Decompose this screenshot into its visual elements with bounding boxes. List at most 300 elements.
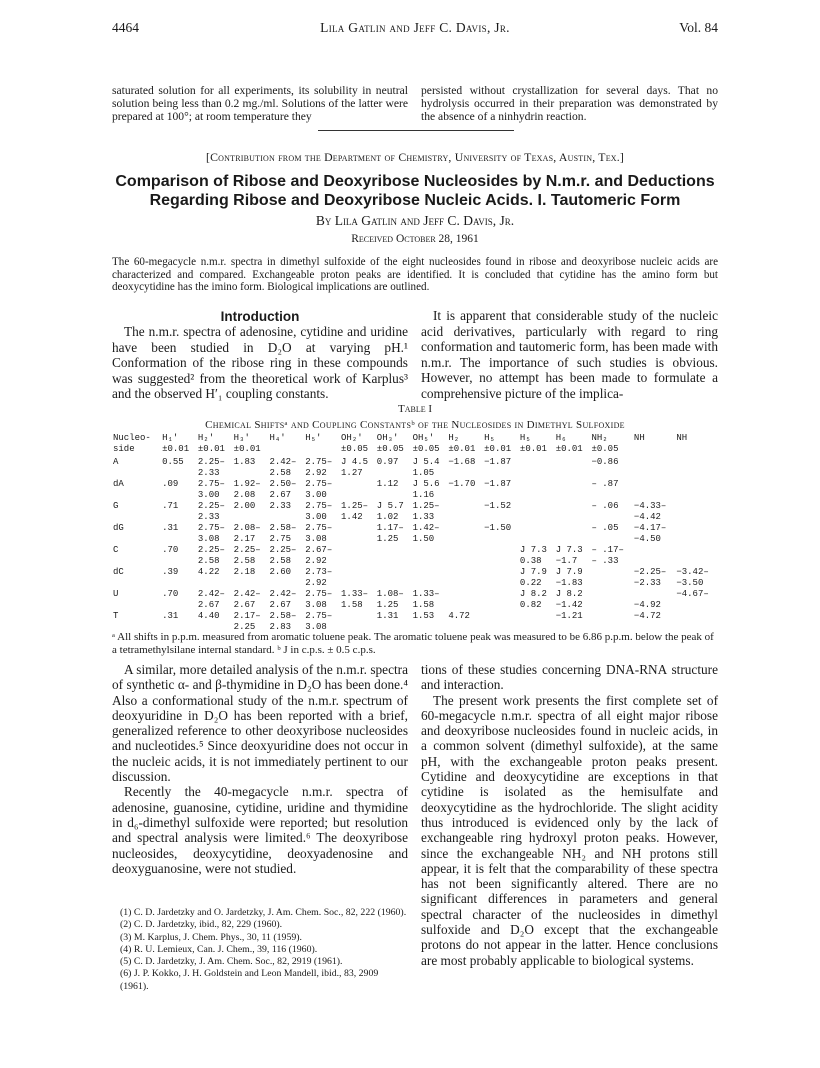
table-cell: 4.72 — [448, 611, 470, 621]
table-cell — [555, 490, 591, 501]
table-cell — [112, 490, 161, 501]
table-cell: 1.25– — [412, 501, 440, 511]
table-cell: 2.25– — [197, 545, 225, 555]
table-cell: 2.67 — [269, 600, 292, 610]
table-cell: 2.60 — [269, 567, 292, 577]
carryover-text-right: persisted without crystallization for several days. That no hydrolysis occurred in their preparation was demonstrated by the absence of a ninhydrin reaction. — [421, 84, 718, 123]
table-cell: 1.58 — [341, 600, 363, 610]
table-cell: −1.52 — [484, 501, 512, 511]
page-number: 4464 — [112, 20, 139, 35]
table-cell: 2.00 — [233, 501, 256, 511]
table-row — [112, 556, 718, 567]
table-cell: 1.25 — [376, 600, 399, 610]
table-cell: 2.25– — [269, 545, 297, 555]
table-cell: −2.25– — [633, 567, 667, 577]
table-cell — [340, 479, 376, 490]
table-cell — [447, 534, 483, 545]
table-cell: J 7.3 — [555, 545, 583, 555]
table-cell: .31 — [162, 523, 179, 533]
table-cell: 2.33 — [269, 501, 292, 511]
byline: By Lila Gatlin and Jeff C. Davis, Jr. — [315, 213, 515, 228]
reference-item: (5) C. D. Jardetzky, J. Am. Chem. Soc., 82, 2919 (1961). — [120, 956, 343, 968]
table-cell: 2.17 — [233, 534, 256, 544]
table-cell: −3.42– — [676, 567, 709, 577]
reference-item: (3) M. Karplus, J. Chem. Phys., 30, 11 (1959). — [120, 931, 302, 943]
body-column-right — [421, 662, 718, 968]
table-cell: .09 — [162, 479, 179, 489]
table-column-precision: ±0.01 — [519, 444, 547, 454]
section-divider — [318, 130, 514, 131]
table-cell — [590, 589, 632, 600]
table-cell — [161, 534, 197, 545]
table-cell — [447, 501, 483, 512]
table-cell: 1.33 — [412, 512, 435, 522]
reference-item: (4) R. U. Lemieux, Can. J. Chem., 39, 116 (1960). — [120, 943, 318, 955]
table-cell: 3.08 — [305, 534, 327, 544]
table-cell: 1.42– — [412, 523, 440, 533]
table-cell — [633, 479, 675, 490]
table-cell: 2.08– — [233, 523, 261, 533]
table-cell: 2.75– — [305, 457, 333, 467]
table-cell: 2.92 — [305, 468, 327, 478]
table-column-precision — [633, 444, 675, 455]
table-cell — [340, 556, 376, 567]
carryover-text-left: saturated solution for all experiments, its solubility in neutral solution being less than 0.2 mg./ml. Solutions of the latter were prepared at 100°; at room temperature they — [112, 84, 408, 123]
table-cell: 2.67 — [269, 490, 292, 500]
table-cell — [233, 512, 269, 523]
table-column-precision: ±0.01 — [448, 444, 476, 454]
table-cell: 1.25– — [341, 501, 369, 511]
table-cell — [412, 567, 448, 578]
intro-text-left: The n.m.r. spectra of adenosine, cytidine and uridine have been studied in D₂O at varying pH.¹ Conformation of the ribose ring in these compounds was suggested² from the theoretical work of Karplus³ and the observed H′₁ coupling constants. — [112, 324, 408, 401]
table-cell — [483, 578, 519, 589]
chemical-shift-table — [112, 432, 718, 633]
table-cell: 2.42– — [269, 589, 297, 599]
table-cell — [675, 490, 718, 501]
table-cell: – .05 — [591, 523, 619, 533]
table-cell: 0.82 — [519, 600, 542, 610]
table-cell — [483, 534, 519, 545]
table-cell: −1.42 — [555, 600, 583, 610]
table-cell: −4.72 — [633, 611, 661, 621]
table-row — [112, 567, 718, 578]
table-cell: 2.33 — [197, 512, 220, 522]
table-cell — [161, 556, 197, 567]
table-cell — [555, 479, 591, 490]
table-cell — [675, 534, 718, 545]
table-cell — [519, 468, 555, 479]
table-cell: 1.83 — [233, 457, 256, 467]
table-row — [112, 501, 718, 512]
table-cell — [519, 523, 555, 534]
table-cell: −3.50 — [676, 578, 704, 588]
table-cell: 1.02 — [376, 512, 399, 522]
table-cell — [447, 512, 483, 523]
table-cell — [675, 556, 718, 567]
table-cell — [112, 556, 161, 567]
table-column-precision: ±0.01 — [555, 444, 583, 454]
table-cell — [483, 545, 519, 556]
table-cell: 2.58 — [269, 556, 292, 566]
table-cell — [447, 545, 483, 556]
table-cell — [590, 567, 632, 578]
table-cell: 1.31 — [376, 611, 399, 621]
table-cell: 1.33– — [341, 589, 369, 599]
table-cell: 2.18 — [233, 567, 256, 577]
table-cell — [268, 578, 304, 589]
table-cell — [483, 490, 519, 501]
table-cell: 2.08 — [233, 490, 256, 500]
table-cell: J 8.2 — [519, 589, 547, 599]
table-column-header: H₂ — [448, 433, 460, 443]
table-cell: −1.68 — [448, 457, 476, 467]
table-cell — [519, 501, 555, 512]
table-cell: 2.42– — [233, 589, 261, 599]
table-cell — [590, 534, 632, 545]
table-cell — [555, 501, 591, 512]
table-cell — [161, 512, 197, 523]
table-column-precision: ±0.05 — [412, 444, 440, 454]
table-cell — [675, 611, 718, 622]
table-column-header: H₂′ — [197, 433, 215, 443]
table-cell — [675, 479, 718, 490]
table-header-row-precision — [112, 444, 718, 455]
table-footnote: ᵃ All shifts in p.p.m. measured from aromatic toluene peak. The aromatic toluene peak was measured to be 6.86 p.p.m. below the peak of a tetramethylsilane internal standard. ᵇ J in c.p.s. ± 0.5 c.p.s. — [112, 631, 714, 656]
table-cell — [447, 589, 483, 600]
table-column-precision — [304, 444, 340, 455]
table-cell: 2.58 — [233, 556, 256, 566]
table-cell: 2.58– — [269, 523, 297, 533]
table-cell: 2.75– — [305, 611, 333, 621]
table-cell — [412, 556, 448, 567]
table-cell — [555, 455, 591, 468]
table-cell — [161, 578, 197, 589]
table-cell — [590, 578, 632, 589]
table-cell: 2.17– — [233, 611, 261, 621]
table-column-precision: ±0.01 — [233, 444, 261, 454]
references-list — [112, 907, 408, 993]
table-cell: 1.33– — [412, 589, 440, 599]
table-cell: 1.42 — [341, 512, 363, 522]
table-cell: 2.83 — [269, 622, 292, 632]
table-cell: −4.17– — [633, 523, 667, 533]
table-cell: 2.75– — [305, 479, 333, 489]
table-cell: 2.58– — [269, 611, 297, 621]
table-cell — [412, 578, 448, 589]
table-cell: 2.75– — [305, 589, 333, 599]
table-cell — [555, 523, 591, 534]
table-cell — [633, 589, 675, 600]
reference-item: (2) C. D. Jardetzky, ibid., 82, 229 (1960). — [120, 919, 283, 931]
table-cell — [340, 523, 376, 534]
table-column-precision: ±0.01 — [162, 444, 190, 454]
table-cell: 2.58 — [197, 556, 220, 566]
table-cell: J 5.7 — [376, 501, 404, 511]
table-caption: Chemical Shiftsᵃ and Coupling Constantsᵇ of the Nucleosides in Dimethyl Sulfoxide — [205, 419, 625, 431]
table-cell: 2.92 — [305, 556, 327, 566]
table-column-header: H₃′ — [233, 433, 250, 443]
table-row — [112, 589, 718, 600]
table-cell: −4.33– — [633, 501, 667, 511]
table-cell: .70 — [162, 545, 179, 555]
table-header-row — [112, 432, 718, 444]
table-cell — [112, 512, 161, 523]
table-cell: – .87 — [591, 479, 619, 489]
table-column-precision: ±0.01 — [484, 444, 512, 454]
table-cell — [376, 545, 412, 556]
table-cell — [340, 567, 376, 578]
table-cell — [340, 611, 376, 622]
table-cell: 2.67 — [233, 600, 256, 610]
table-cell — [447, 468, 483, 479]
table-cell: 3.00 — [305, 512, 327, 522]
table-cell: 1.25 — [376, 534, 399, 544]
table-cell: 2.73– — [305, 567, 333, 577]
table-cell — [519, 479, 555, 490]
contribution-line: [Contribution from the Department of Chemistry, University of Texas, Austin, Tex.] — [205, 150, 625, 164]
table-cell — [633, 556, 675, 567]
table-cell: 0.55 — [162, 457, 184, 467]
table-cell: −1.50 — [484, 523, 512, 533]
table-cell: 3.00 — [305, 490, 327, 500]
table-cell — [555, 534, 591, 545]
table-cell — [483, 567, 519, 578]
section-heading-introduction: Introduction — [220, 309, 300, 324]
table-cell: 1.58 — [412, 600, 435, 610]
abstract: The 60-megacycle n.m.r. spectra in dimethyl sulfoxide of the eight nucleosides found in ribose and deoxyribose nucleic acids are characterized and compared. Exchangeable proton peaks are identified. It is concluded that cytidine has the amino form but deoxycytidine has the imino form. Biological implications are outlined. — [112, 256, 718, 294]
table-column-header: H₅ — [519, 433, 531, 443]
table-cell — [519, 512, 555, 523]
table-column-header: OH₃′ — [376, 433, 399, 443]
table-cell: U — [113, 589, 119, 599]
table-cell: J 8.2 — [555, 589, 583, 599]
table-cell — [340, 545, 376, 556]
table-cell — [590, 600, 632, 611]
table-cell: J 5.4 — [412, 457, 440, 467]
table-cell — [412, 545, 448, 556]
body-column-left — [112, 662, 408, 876]
table-cell: dC — [113, 567, 124, 577]
table-cell: 0.97 — [376, 457, 399, 467]
table-column-precision — [675, 444, 718, 455]
table-cell: .70 — [162, 589, 179, 599]
table-cell: J 4.5 — [341, 457, 369, 467]
table-row — [112, 468, 718, 479]
table-cell — [233, 468, 269, 479]
table-cell: J 7.3 — [519, 545, 547, 555]
table-cell — [675, 455, 718, 468]
table-row — [112, 523, 718, 534]
table-cell: 2.42– — [197, 589, 225, 599]
table-cell — [376, 567, 412, 578]
table-cell: 1.12 — [376, 479, 399, 489]
article-title: Comparison of Ribose and Deoxyribose Nucleosides by N.m.r. and Deductions Regarding Ribose and Deoxyribose Nucleic Acids. I. Tautomeric Form — [115, 173, 715, 209]
table-row — [112, 600, 718, 611]
table-cell: 2.42– — [269, 457, 297, 467]
volume-label: Vol. 84 — [679, 20, 718, 35]
table-cell: T — [113, 611, 119, 621]
table-cell — [483, 589, 519, 600]
table-cell — [633, 455, 675, 468]
table-column-precision: ±0.05 — [376, 444, 404, 454]
table-cell — [447, 578, 483, 589]
table-cell — [112, 578, 161, 589]
table-row — [112, 512, 718, 523]
table-cell — [519, 455, 555, 468]
table-cell: −1.87 — [484, 457, 512, 467]
table-cell: 1.27 — [341, 468, 363, 478]
table-cell: 0.38 — [519, 556, 542, 566]
body-paragraph: The present work presents the first complete set of 60-megacycle n.m.r. spectra of all eight major ribose and deoxyribose nucleosides found in nucleic acids, in a common solvent (dimethyl sulfoxide), at the same pH, with the exchangeable proton peaks present. Cytidine and deoxycytidine are exceptions in that cytidine is isolated as the hemisulfate and deoxycytidine as the hydrochloride. The slight acidity thus introduced is evidenced only by the lack of exchangeable ring hydroxyl proton peaks. However, since the exchangeable NH₂ and NH protons still appear, it is felt that the comparability of these spectra has not been significantly altered. There are no significant differences in parameters and general spectral character of the nucleosides in dimethyl sulfoxide and D₂O except that the exchangeable protons do not appear in the latter. Hence conclusions are most probably applicable to biological systems. — [421, 692, 718, 968]
table-cell — [675, 523, 718, 534]
reference-item: (1) C. D. Jardetzky and O. Jardetzky, J. Am. Chem. Soc., 82, 222 (1960). — [120, 907, 407, 918]
table-cell: 3.08 — [305, 622, 327, 632]
table-cell: 1.92– — [233, 479, 261, 489]
body-paragraph: Recently the 40-megacycle n.m.r. spectra of adenosine, guanosine, cytidine, uridine and thymidine in d₆-dimethyl sulfoxide were reported; but resolution and spectral analysis were limited.⁶ The deoxyribose nucleosides, deoxycytidine, deoxyadenosine and deoxyguanosine, were not studied. — [112, 784, 408, 876]
table-cell: 2.75– — [197, 479, 225, 489]
table-cell — [675, 512, 718, 523]
table-column-header: Nucleo- — [113, 433, 151, 443]
table-column-precision: ±0.05 — [341, 444, 369, 454]
table-cell — [447, 567, 483, 578]
table-cell: −4.92 — [633, 600, 661, 610]
table-row — [112, 479, 718, 490]
table-cell: −1.70 — [448, 479, 476, 489]
table-cell — [675, 468, 718, 479]
table-cell: 3.08 — [305, 600, 327, 610]
table-cell: J 7.9 — [519, 567, 547, 577]
table-cell: .71 — [162, 501, 179, 511]
table-cell: 1.17– — [376, 523, 404, 533]
body-paragraph: tions of these studies concerning DNA-RNA structure and interaction. — [421, 662, 718, 693]
table-column-header: H₆ — [555, 433, 567, 443]
table-cell: dG — [113, 523, 124, 533]
table-cell: 3.08 — [197, 534, 220, 544]
table-cell — [675, 501, 718, 512]
table-cell: – .33 — [591, 556, 619, 566]
table-cell — [112, 468, 161, 479]
table-cell — [447, 523, 483, 534]
table-cell — [519, 490, 555, 501]
table-cell: −4.42 — [633, 512, 661, 522]
table-cell — [112, 600, 161, 611]
table-cell — [483, 512, 519, 523]
received-date: Received October 28, 1961 — [351, 233, 479, 245]
table-cell: dA — [113, 479, 124, 489]
table-cell: – .17– — [591, 545, 624, 555]
table-column-precision: ±0.01 — [197, 444, 225, 454]
table-cell: J 7.9 — [555, 567, 583, 577]
table-cell: 2.33 — [197, 468, 220, 478]
table-cell — [340, 534, 376, 545]
table-cell — [633, 468, 675, 479]
table-cell: −1.21 — [555, 611, 583, 621]
table-cell — [161, 600, 197, 611]
table-cell: −0.86 — [591, 457, 619, 467]
table-cell: −4.50 — [633, 534, 661, 544]
table-cell: −1.83 — [555, 578, 583, 588]
table-cell — [161, 490, 197, 501]
table-cell: −1.87 — [484, 479, 512, 489]
reference-item: (6) J. P. Kokko, J. H. Goldstein and Leon Mandell, ibid., 83, 2909 (1961). — [120, 968, 379, 992]
table-cell: 2.92 — [305, 578, 327, 588]
table-cell — [675, 545, 718, 556]
table-cell — [376, 578, 412, 589]
table-cell: .39 — [162, 567, 179, 577]
table-cell — [519, 611, 555, 622]
table-cell — [161, 468, 197, 479]
table-cell: 2.75– — [305, 501, 333, 511]
table-cell: 2.75– — [305, 523, 333, 533]
intro-text-right: It is apparent that considerable study of the nucleic acid derivatives, particularly with regard to ring conformation and tautomeric form, has been made with n.m.r. The importance of such studies is obvious. However, no attempt has been made to formulate a comprehensive picture of the implica- — [421, 308, 718, 401]
table-cell: 1.53 — [412, 611, 435, 621]
table-cell: 1.50 — [412, 534, 435, 544]
table-cell: 4.40 — [197, 611, 220, 621]
table-cell: C — [113, 545, 119, 555]
table-cell: J 5.6 — [412, 479, 440, 489]
table-cell — [233, 578, 269, 589]
table-cell: – .06 — [591, 501, 619, 511]
table-row — [112, 611, 718, 622]
table-cell: 0.22 — [519, 578, 542, 588]
table-cell — [555, 468, 591, 479]
table-cell — [340, 490, 376, 501]
table-cell: 2.58 — [269, 468, 292, 478]
table-column-header: OH₂′ — [341, 433, 363, 443]
table-cell — [447, 490, 483, 501]
running-authors: Lila Gatlin and Jeff C. Davis, Jr. — [320, 20, 510, 35]
table-cell: 1.16 — [412, 490, 435, 500]
table-cell: −4.67– — [676, 589, 709, 599]
table-cell — [376, 490, 412, 501]
table-column-header: NH — [633, 433, 645, 443]
table-cell: 2.67– — [305, 545, 333, 555]
table-cell — [376, 556, 412, 567]
table-cell — [519, 534, 555, 545]
table-cell: 2.67 — [197, 600, 220, 610]
table-cell — [376, 468, 412, 479]
table-cell: −1.7 — [555, 556, 578, 566]
table-cell — [340, 578, 376, 589]
table-cell — [675, 600, 718, 611]
table-cell: 1.08– — [376, 589, 404, 599]
table-cell — [590, 468, 632, 479]
table-column-precision: side — [113, 444, 135, 454]
table-cell: 2.25– — [197, 501, 225, 511]
table-cell: 4.22 — [197, 567, 220, 577]
table-column-header: H₅ — [484, 433, 495, 443]
table-column-header: H₁′ — [162, 433, 179, 443]
table-cell: −2.33 — [633, 578, 661, 588]
table-cell: A — [113, 457, 119, 467]
table-cell: 2.75 — [269, 534, 292, 544]
table-column-header: NH — [676, 433, 688, 443]
table-cell: 2.25– — [233, 545, 261, 555]
table-cell — [555, 512, 591, 523]
table-column-header: OH₅′ — [412, 433, 435, 443]
table-cell — [590, 490, 632, 501]
table-row — [112, 578, 718, 589]
table-cell — [483, 611, 519, 622]
body-paragraph: A similar, more detailed analysis of the n.m.r. spectra of synthetic α- and β-thymidine in D₂O has been done.⁴ Also a conformational study of the n.m.r. spectrum of deoxyuridine in D₂O has been reported with a brief, generalized reference to other deoxyribose nucleosides and nucleotides.⁵ Since deoxyuridine does not occur in the nucleic acids, it is not immediately pertinent to our discussion. — [112, 662, 408, 785]
table-cell — [633, 545, 675, 556]
table-label: Table I — [397, 403, 433, 415]
table-row — [112, 455, 718, 468]
table-row — [112, 534, 718, 545]
table-cell — [447, 600, 483, 611]
table-column-precision — [268, 444, 304, 455]
table-cell: 2.25 — [233, 622, 256, 632]
